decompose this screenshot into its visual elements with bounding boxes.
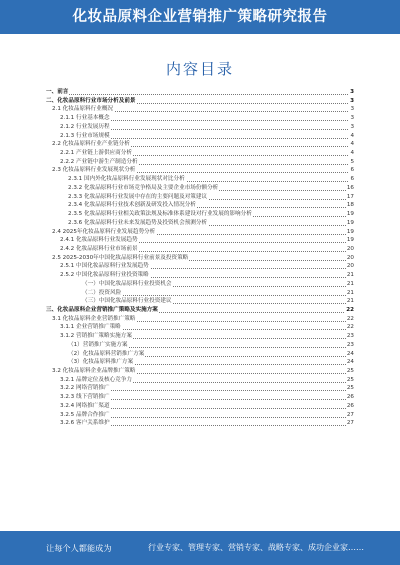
toc-entry-page: 16 bbox=[346, 184, 354, 191]
toc-entry-label: 2.2 化妆品原料行业产业链分析 bbox=[52, 141, 130, 148]
toc-entry-label: 3.2.4 网络推广渠道 bbox=[60, 402, 110, 409]
toc-entry-page: 25 bbox=[346, 376, 354, 383]
footer-roles: 行业专家、管理专家、营销专家、战略专家、成功企业家…… bbox=[148, 543, 364, 552]
toc-entry-label: 2.5 2025-2030年中国化妆品原料行业前景及投资策略 bbox=[52, 254, 189, 261]
toc-entry[interactable] bbox=[46, 341, 354, 350]
toc-entry-label: 3.2 化妆品原料企业品牌推广策略 bbox=[52, 368, 136, 374]
toc-entry-page: 27 bbox=[346, 411, 354, 418]
toc-entry[interactable] bbox=[46, 201, 354, 210]
toc-entry[interactable] bbox=[46, 262, 354, 271]
toc-entry-page: 21 bbox=[346, 289, 354, 296]
toc-entry[interactable] bbox=[46, 219, 354, 228]
header-bar bbox=[0, 0, 400, 34]
toc-entry[interactable] bbox=[46, 280, 354, 289]
toc-entry-page: 3 bbox=[350, 123, 354, 130]
toc-entry-page: 6 bbox=[350, 167, 354, 174]
toc-entry-page: 20 bbox=[346, 263, 354, 270]
toc-entry-label: 2.3.2 化妆品原料行业市场竞争格局及主要企业市场份额分析 bbox=[68, 184, 219, 191]
toc-entry-page: 4 bbox=[350, 150, 354, 157]
toc-entry[interactable] bbox=[46, 315, 354, 324]
toc-entry-label: 3.1.1 企业营销推广策略 bbox=[60, 324, 121, 331]
toc-entry-page: 20 bbox=[346, 245, 354, 252]
toc-entry-label: 3.1.2 营销推广策略实施方案 bbox=[60, 333, 132, 340]
toc-entry-page: 3 bbox=[350, 106, 354, 113]
toc-entry-label: 2.5.1 中国化妆品原料行业发展趋势 bbox=[60, 263, 149, 270]
toc-entry-page: 21 bbox=[346, 272, 354, 279]
toc-entry[interactable] bbox=[46, 306, 354, 315]
toc-entry[interactable] bbox=[46, 175, 354, 184]
toc-entry-page: 26 bbox=[346, 394, 354, 401]
toc-entry-label: 2.1 化妆品原料行业概况 bbox=[52, 106, 114, 113]
toc-entry-page: 22 bbox=[346, 324, 354, 331]
toc-entry-page: 5 bbox=[350, 158, 354, 165]
toc-entry-label: 2.1.3 行业市场规模 bbox=[60, 132, 110, 139]
toc-entry[interactable] bbox=[46, 166, 354, 175]
toc-entry-label: 2.2.2 产业链中游生产制造分析 bbox=[60, 158, 138, 165]
toc-entry[interactable] bbox=[46, 358, 354, 367]
toc-entry-page: 21 bbox=[346, 280, 354, 287]
toc-entry[interactable] bbox=[46, 97, 354, 106]
toc-entry-label: 2.3.6 化妆品原料行业未来发展趋势及投资机会预测分析 bbox=[68, 219, 208, 226]
toc-entry[interactable] bbox=[46, 254, 354, 263]
report-title: 化妆品原料企业营销推广策略研究报告 bbox=[72, 9, 328, 25]
toc-entry[interactable] bbox=[46, 376, 354, 385]
toc-entry-page: 22 bbox=[346, 306, 354, 313]
toc-entry[interactable] bbox=[46, 323, 354, 332]
toc-entry-label: （二）投资风险 bbox=[82, 289, 122, 296]
toc-entry[interactable] bbox=[46, 297, 354, 306]
toc-entry-page: 25 bbox=[346, 385, 354, 392]
toc-entry-label: 3.1 化妆品原料企业营销推广策略 bbox=[52, 315, 136, 322]
toc-entry-page: 24 bbox=[346, 350, 354, 357]
toc-entry[interactable] bbox=[46, 105, 354, 114]
toc-entry[interactable] bbox=[46, 140, 354, 149]
toc-leader-dots bbox=[82, 295, 354, 296]
toc-entry[interactable] bbox=[46, 245, 354, 254]
toc-entry-label: 2.3.3 化妆品原料行业发展中存在的主要问题及对策建议 bbox=[68, 193, 208, 200]
toc-entry-page: 27 bbox=[346, 420, 354, 427]
toc-entry[interactable] bbox=[46, 149, 354, 158]
toc-entry[interactable] bbox=[46, 228, 354, 237]
toc-entry[interactable] bbox=[46, 271, 354, 280]
toc-entry-label: （三）中国化妆品原料行业投资建议 bbox=[82, 298, 172, 305]
toc-entry[interactable] bbox=[46, 123, 354, 132]
toc-entry-label: （2）化妆品原料营销推广方案 bbox=[68, 350, 145, 357]
toc-entry-page: 4 bbox=[350, 132, 354, 139]
toc-entry[interactable] bbox=[46, 88, 354, 97]
toc-entry-label: 2.3.5 化妆品原料行业相关政策法规及标准体系建设对行业发展的影响分析 bbox=[68, 211, 252, 218]
toc-entry-label: （1）营销推广实施方案 bbox=[68, 341, 128, 348]
toc-entry-page: 18 bbox=[346, 202, 354, 209]
toc-entry-label: 2.1.2 行业发展历程 bbox=[60, 123, 110, 130]
toc-entry-label: 3.2.6 客户关系维护 bbox=[60, 420, 110, 427]
toc-entry-label: 二、化妆品原料行业市场分析及前景 bbox=[46, 97, 136, 104]
footer-slogan: 让每个人都能成为 bbox=[46, 543, 112, 553]
toc-entry-label: 2.2.1 产业链上游供应商分析 bbox=[60, 150, 132, 157]
toc-entry-page: 23 bbox=[346, 341, 354, 348]
toc-entry[interactable] bbox=[46, 193, 354, 202]
toc-entry[interactable] bbox=[46, 384, 354, 393]
toc-entry[interactable] bbox=[46, 289, 354, 298]
toc-entry-label: 2.4.1 化妆品原料行业发展趋势 bbox=[60, 237, 138, 244]
toc-entry-page: 19 bbox=[346, 237, 354, 244]
toc-entry-page: 4 bbox=[350, 141, 354, 148]
toc-entry-page: 19 bbox=[346, 219, 354, 226]
toc-entry-page: 17 bbox=[346, 193, 354, 200]
toc-entry-label: 3.2.5 品牌合作推广 bbox=[60, 411, 110, 418]
toc-entry-label: 3.2.2 网络营销推广 bbox=[60, 385, 110, 392]
toc-entry-page: 3 bbox=[350, 97, 354, 104]
toc-entry-page: 19 bbox=[346, 228, 354, 235]
toc-entry[interactable] bbox=[46, 393, 354, 402]
toc-entry-label: 一、前言 bbox=[46, 89, 69, 95]
toc-entry[interactable] bbox=[46, 411, 354, 420]
toc-entry-label: 3.2.3 线下营销推广 bbox=[60, 394, 110, 401]
toc-leader-dots bbox=[46, 94, 354, 95]
toc-entry[interactable] bbox=[46, 367, 354, 376]
toc-entry-page: 25 bbox=[346, 368, 354, 374]
toc-entry[interactable] bbox=[46, 132, 354, 141]
toc-entry-page: 19 bbox=[346, 211, 354, 218]
toc-entry-label: 3.2.1 品牌定位及核心竞争力 bbox=[60, 376, 132, 383]
toc-entry-page: 3 bbox=[350, 89, 354, 95]
toc-entry-page: 24 bbox=[346, 359, 354, 366]
toc-entry-page: 21 bbox=[346, 298, 354, 305]
toc-entry-page: 22 bbox=[346, 315, 354, 322]
toc-entry[interactable] bbox=[46, 350, 354, 359]
toc-entry-label: 2.3.4 化妆品原料行业技术创新及研发投入情况分析 bbox=[68, 202, 196, 209]
toc-entry-page: 26 bbox=[346, 402, 354, 409]
toc-entry-page: 23 bbox=[346, 333, 354, 340]
toc-title: 内容目录 bbox=[165, 60, 234, 78]
toc-entry[interactable] bbox=[46, 332, 354, 341]
toc-entry-label: 2.3.1 国内外化妆品原料行业发展现状对比分析 bbox=[68, 176, 185, 183]
toc-entry[interactable] bbox=[46, 419, 354, 428]
toc-entry-label: 2.1.1 行业基本概念 bbox=[60, 115, 110, 122]
toc-entry-label: 2.4.2 化妆品原料行业市场前景 bbox=[60, 245, 138, 252]
toc-entry-page: 3 bbox=[350, 115, 354, 122]
toc-entry-label: 2.4 2025年化妆品原料行业发展趋势分析 bbox=[52, 228, 156, 235]
toc-entry[interactable] bbox=[46, 236, 354, 245]
footer-bar bbox=[0, 531, 400, 565]
toc-entry[interactable] bbox=[46, 210, 354, 219]
toc-entry[interactable] bbox=[46, 114, 354, 123]
toc-entry[interactable] bbox=[46, 184, 354, 193]
toc-entry-label: 2.5.2 中国化妆品原料行业投资策略 bbox=[60, 272, 149, 279]
toc-entry-label: 2.3 化妆品原料行业发展现状分析 bbox=[52, 167, 136, 174]
toc-entry[interactable] bbox=[46, 158, 354, 167]
toc-entry-page: 20 bbox=[346, 254, 354, 261]
toc-entry-label: 三、化妆品原料企业营销推广策略及实施方案 bbox=[46, 306, 158, 313]
toc-entry-label: （3）化妆品原料推广方案 bbox=[68, 359, 134, 366]
table-of-contents bbox=[46, 88, 354, 428]
toc-entry-page: 6 bbox=[350, 176, 354, 183]
toc-entry[interactable] bbox=[46, 402, 354, 411]
toc-entry-label: （一）中国化妆品原料行业投资机会 bbox=[82, 280, 172, 287]
